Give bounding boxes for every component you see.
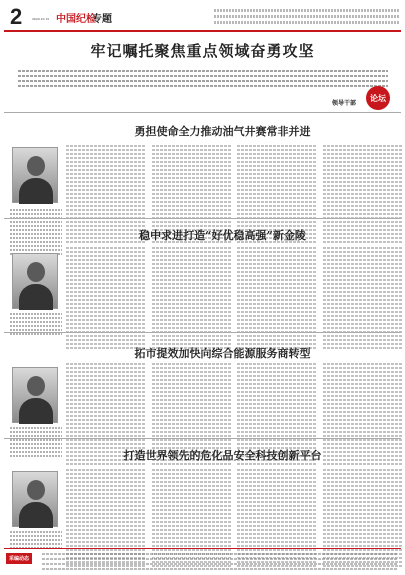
article-title: 勇担使命全力推动油气井赛常非并进 <box>134 125 311 138</box>
footer-tag: 采编动态 <box>6 553 32 564</box>
column-name: 专题 <box>92 14 112 25</box>
main-title: 牢记嘱托聚焦重点领域奋勇攻坚 <box>90 42 315 60</box>
article-section <box>4 332 401 432</box>
forum-badge <box>328 92 390 110</box>
paper-name: 中国纪检 <box>56 14 96 25</box>
author-photo <box>12 471 58 527</box>
badge-label: 领导干部 <box>332 100 357 107</box>
footer-text <box>42 553 398 573</box>
article-section <box>4 218 401 326</box>
page-number: 2 <box>10 4 23 29</box>
badge-circle: 论坛 <box>366 86 390 110</box>
article-section <box>4 438 401 544</box>
article-title: 稳中求进打造“好优稳高强”新金陵 <box>139 229 306 242</box>
issue-date: 2020.10.15 <box>32 17 50 21</box>
article-section <box>4 112 401 212</box>
header-info-lines <box>214 9 400 27</box>
author-photo <box>12 147 58 203</box>
lead-paragraph <box>18 70 388 88</box>
author-photo <box>12 367 58 423</box>
author-photo <box>12 253 58 309</box>
article-title: 拓市提效加快向综合能源服务商转型 <box>134 347 311 360</box>
article-title: 打造世界领先的危化品安全科技创新平台 <box>123 449 322 462</box>
page-footer <box>4 548 401 572</box>
page-header <box>4 4 401 32</box>
